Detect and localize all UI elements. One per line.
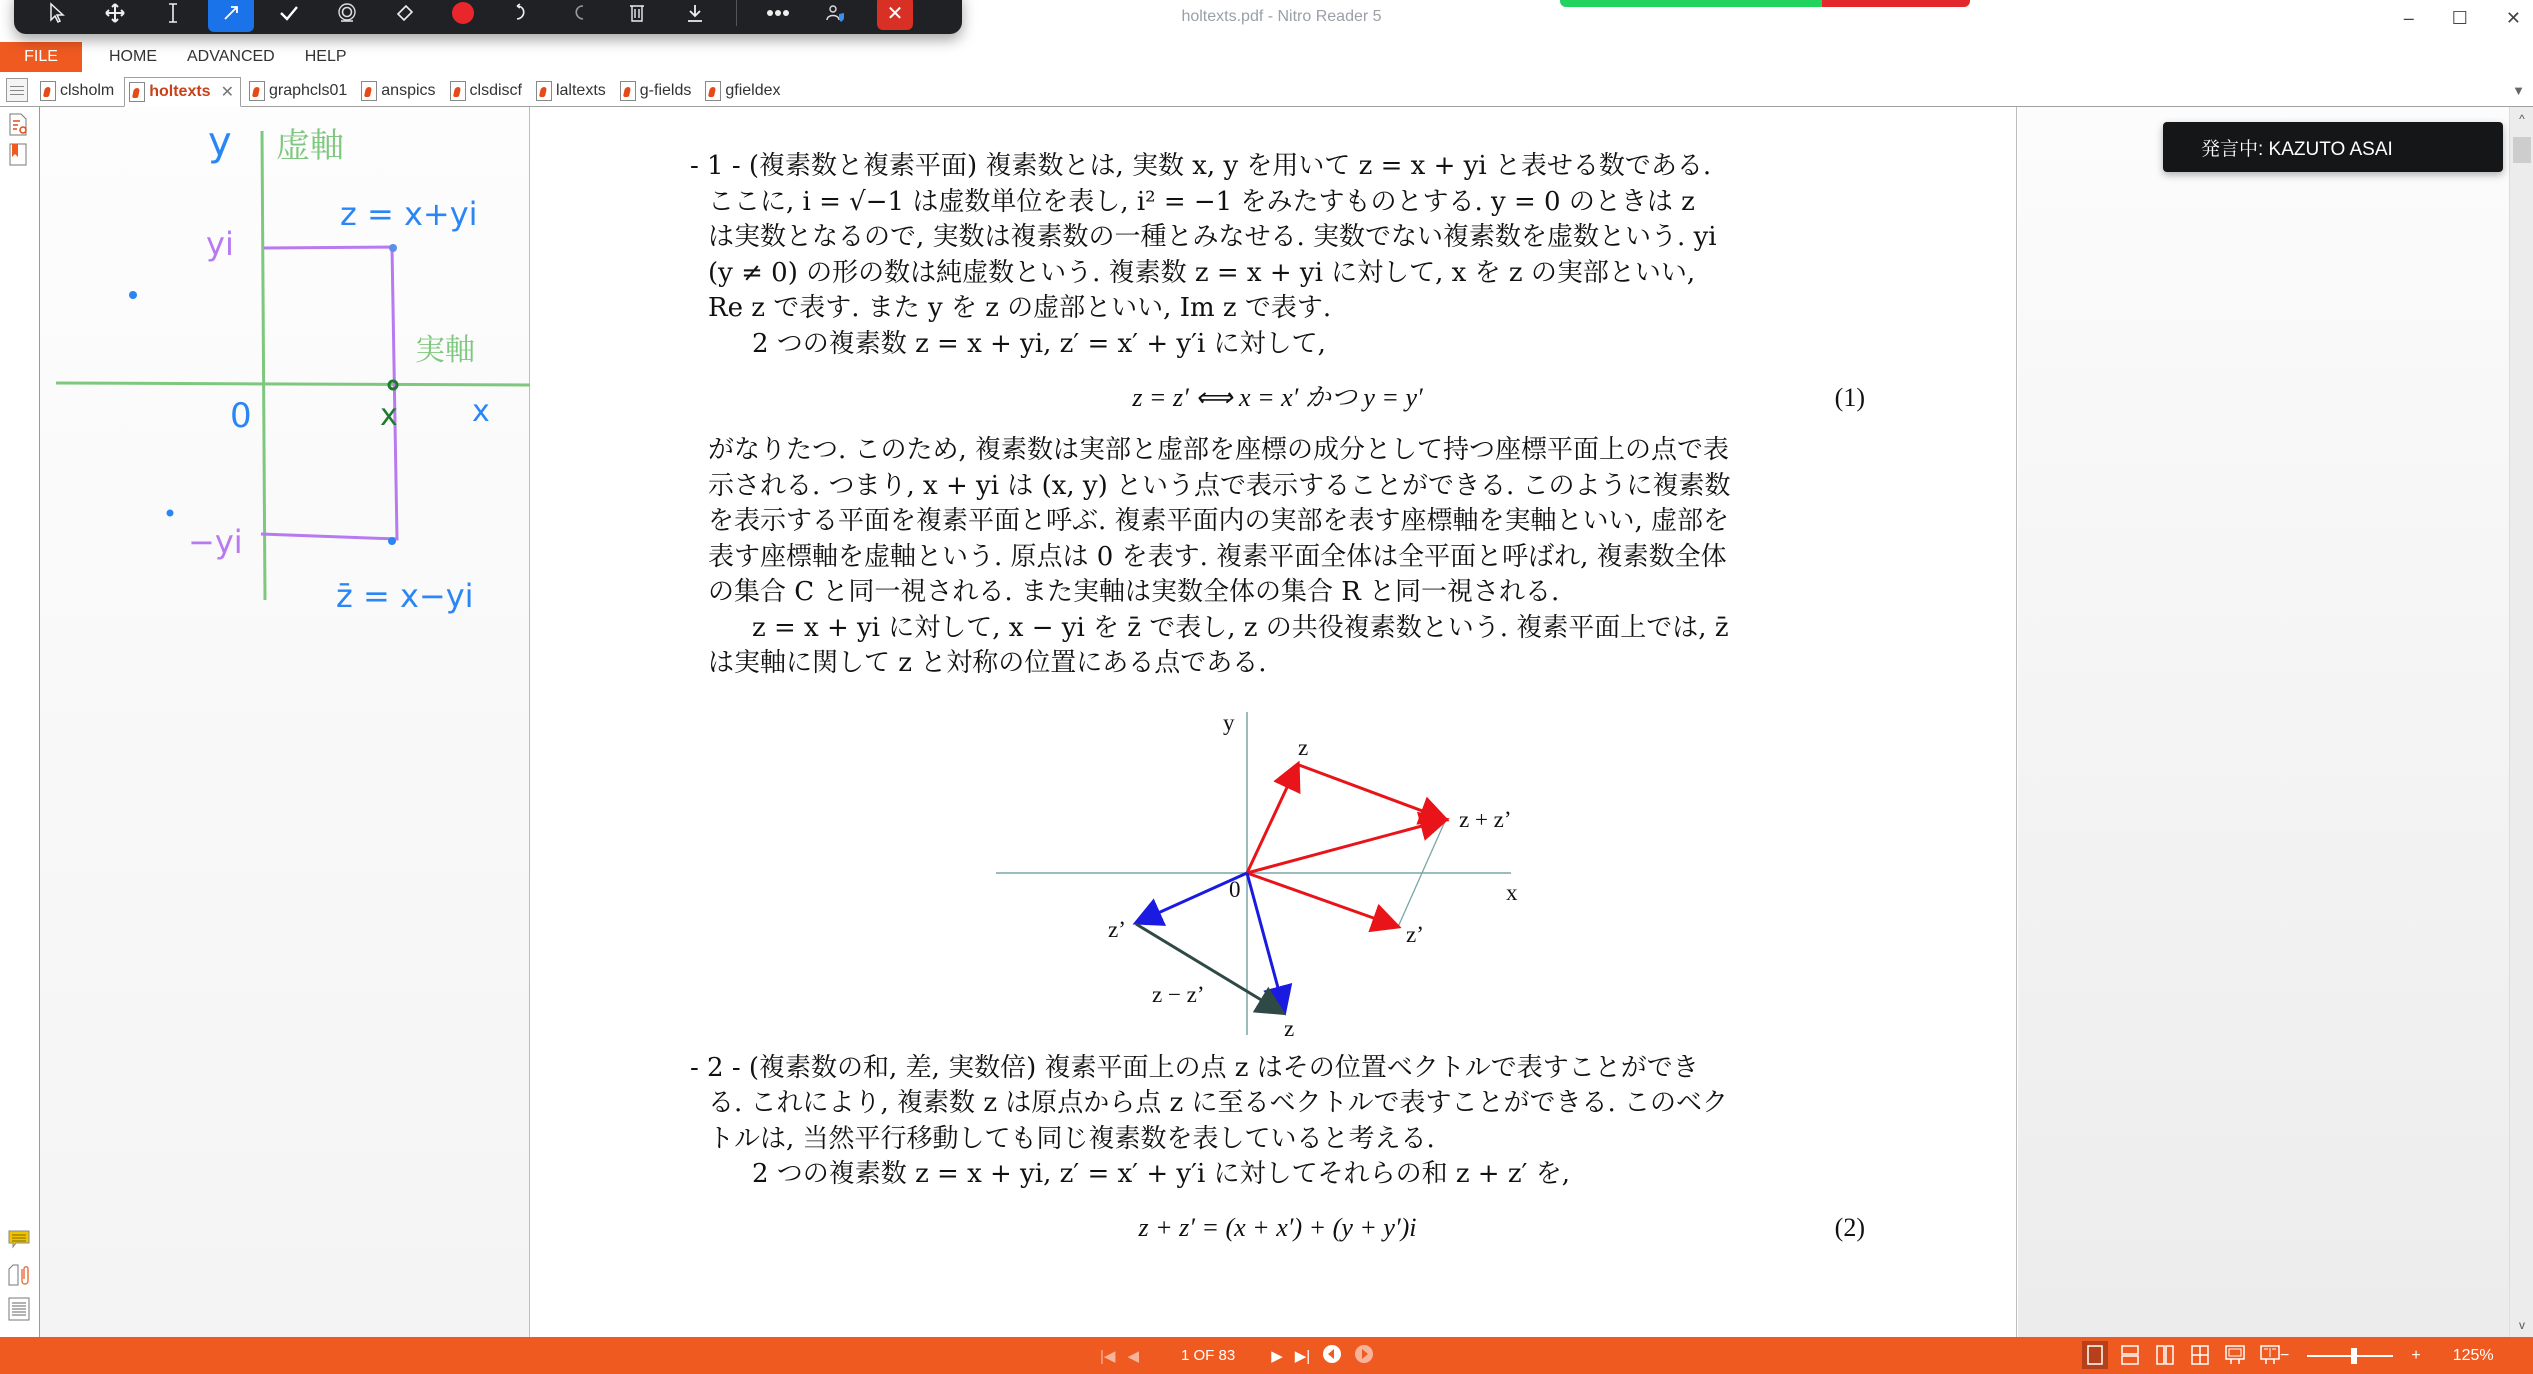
trash-icon[interactable]	[614, 0, 660, 32]
svg-text:z̄ = x−yi: z̄ = x−yi	[336, 577, 474, 615]
svg-text:x: x	[1505, 879, 1517, 905]
whiteboard-panel[interactable]	[40, 107, 530, 1337]
next-view-icon[interactable]	[1354, 1344, 1374, 1368]
equation-2: z + z′ = (x + x′) + (y + y′)i (2)	[690, 1193, 1865, 1264]
zoom-out-button[interactable]: −	[2280, 1346, 2290, 1364]
last-page-icon[interactable]: ▶|	[1294, 1347, 1311, 1365]
zoom-slider-knob[interactable]	[2351, 1348, 2357, 1364]
svg-text:0: 0	[230, 396, 252, 436]
first-page-icon[interactable]: |◀	[1100, 1347, 1116, 1365]
toolbar-divider	[736, 0, 737, 26]
menu-help[interactable]: HELP	[304, 48, 347, 65]
more-icon[interactable]	[755, 0, 801, 32]
scroll-down-icon[interactable]: v	[2519, 1318, 2525, 1332]
pdf-file-icon	[450, 81, 466, 101]
menu-advanced[interactable]: ADVANCED	[187, 48, 275, 65]
undo-icon[interactable]	[498, 0, 544, 32]
zoom-in-button[interactable]: +	[2411, 1346, 2421, 1364]
pdf-file-icon	[40, 81, 56, 101]
svg-text:x: x	[380, 398, 398, 433]
scroll-up-icon[interactable]: ^	[2519, 112, 2525, 126]
window-title: holtexts.pdf - Nitro Reader 5	[1181, 8, 1382, 25]
equation-number: (2)	[1834, 1213, 1865, 1243]
tab-laltexts[interactable]: laltexts	[532, 76, 612, 106]
handwritten-complex-plane-sketch	[40, 107, 530, 647]
tab-gfieldex[interactable]: gfieldex	[701, 76, 786, 106]
svg-text:0: 0	[1228, 876, 1240, 902]
pdf-file-icon	[129, 82, 145, 102]
single-page-view-icon[interactable]	[2082, 1341, 2108, 1369]
svg-text:−yi: −yi	[188, 523, 243, 561]
bookmark-icon[interactable]	[8, 143, 30, 165]
cursor-icon[interactable]	[34, 0, 80, 32]
facing-continuous-view-icon[interactable]	[2187, 1341, 2213, 1369]
attachments-icon[interactable]	[8, 1263, 30, 1285]
tab-holtexts[interactable]: holtexts ✕	[124, 77, 241, 107]
document-tabs	[0, 74, 2533, 107]
section-2-line: - 2 - (複素数の和, 差, 実数倍) 複素平面上の点 z はその位置ベクトルで表すことができ	[690, 1052, 1699, 1083]
close-window-button[interactable]: ✕	[2505, 8, 2521, 28]
check-icon[interactable]	[266, 0, 312, 32]
user-shield-icon[interactable]	[813, 0, 859, 32]
previous-view-icon[interactable]	[1322, 1344, 1342, 1368]
window-controls	[2404, 8, 2521, 29]
close-icon: ✕	[886, 2, 904, 25]
left-tool-strip	[0, 107, 40, 1337]
pdf-page[interactable]	[530, 107, 2017, 1337]
zoom-slider[interactable]	[2307, 1355, 2393, 1357]
svg-text:z + z’: z + z’	[1458, 806, 1512, 832]
equation-number: (1)	[1834, 382, 1865, 412]
svg-text:z’: z’	[1107, 916, 1126, 942]
pdf-file-icon	[249, 81, 265, 101]
menu-file[interactable]: FILE	[0, 42, 82, 72]
active-speaker-banner: 発言中: KAZUTO ASAI	[2163, 122, 2503, 172]
pdf-file-icon	[620, 81, 636, 101]
scroll-thumb[interactable]	[2513, 137, 2531, 163]
color-dot-icon	[452, 2, 474, 24]
tab-anspics[interactable]: anspics	[357, 76, 441, 106]
close-annotation-button[interactable]	[877, 0, 913, 30]
svg-text:z − z’: z − z’	[1151, 981, 1205, 1007]
svg-text:z’: z’	[1405, 921, 1424, 947]
tab-close-icon[interactable]: ✕	[220, 84, 234, 101]
maximize-button[interactable]: ☐	[2451, 8, 2468, 28]
svg-text:y: y	[1222, 709, 1234, 735]
document-search-icon[interactable]	[8, 113, 30, 135]
svg-text:x: x	[472, 394, 490, 429]
document-text: - 1 - (複素数と複素平面) 複素数とは, 実数 x, y を用いて z = x + yi と表せる数である. ここに, i = √−1 は虚数単位を表し, i² = −1 をみたすものとする. y = 0 のときは z は実数となるので, 実数は複素数の一種とみなせる. 実数でない複素数を虚数という. yi (y ≠ 0) の形の数は純虚数という. 複素数 z = x + yi に対して, x を z の実部といい, Re z で表す. また y を z の虚部といい, Im z で表す. 2 つの複素数 z = x + yi, z′ = x′ + y′i に対して, z = z′ ⟺ x = x′ かつ y = y′ (1) がなりたつ. このため, 複素数は実部と虚部を座標の成分として持つ座標平面上の点で表 示される. つまり, x + yi は (x, y) という点で表示することができる. このように複素数 を表示する平面を複素平面と呼ぶ. 複素平面内の実部を表す座標軸を実軸といい, 虚部を 表す座標軸を虚軸という. 原点は 0 を表す. 複素平面全体は全平面と呼ばれ, 複素数全体 の集合 C と同一視される. また実軸は実数全体の集合 R と同一視される. z = x + yi に対して, x − yi を z̄ で表し, z の共役複素数という. 複素平面上では, z̄ は実軸に関して z と対称の位置にある点である. y z z + z’ 0 x z’ z’ z − z’ z - 2 - (複素数の和, 差, 実数倍) 複素平面上の点 z はその位置ベクトルで表すことができ る. これにより, 複素数 z は原点から点 z に至るベクトルで表すことができる. このベク トルは, 当然平行移動しても同じ複素数を表していると考える. 2 つの複素数 z = x + yi, z′ = x′ + y′i に対してそれらの和 z + z′ を, z + z′ = (x + x′) + (y + y′)i (2)	[690, 149, 1865, 1264]
zoom-level[interactable]: 125%	[2452, 1346, 2494, 1364]
imaginary-axis-line	[262, 131, 265, 600]
spotlight-icon[interactable]	[324, 0, 370, 32]
recording-progress-bar	[1560, 0, 1970, 7]
real-axis-line	[56, 383, 530, 385]
facing-view-icon[interactable]	[2152, 1341, 2178, 1369]
svg-text:yi: yi	[206, 225, 234, 263]
tab-graphcls01[interactable]: graphcls01	[245, 76, 353, 106]
tab-list-icon[interactable]	[6, 78, 28, 102]
text-cursor-icon[interactable]	[150, 0, 196, 32]
pdf-file-icon	[705, 81, 721, 101]
zoom-control	[2280, 1337, 2494, 1374]
section-1-line: - 1 - (複素数と複素平面) 複素数とは, 実数 x, y を用いて z = x + yi と表せる数である.	[690, 151, 1712, 181]
download-icon[interactable]	[672, 0, 718, 32]
projection-lines	[261, 247, 397, 539]
ribbon-expand-icon[interactable]: ▼	[2512, 83, 2525, 98]
svg-text:虚軸: 虚軸	[276, 126, 344, 166]
annotation-toolbar	[14, 0, 962, 34]
minimize-button[interactable]: –	[2403, 8, 2414, 28]
next-page-icon[interactable]: ▶	[1271, 1347, 1283, 1365]
tab-clsdiscf[interactable]: clsdiscf	[446, 76, 528, 106]
viewer-background	[2018, 107, 2509, 1337]
tab-g-fields[interactable]: g-fields	[616, 76, 698, 106]
previous-page-icon[interactable]: ◀	[1127, 1347, 1139, 1365]
ribbon-menu	[0, 42, 2533, 72]
continuous-view-icon[interactable]	[2117, 1341, 2143, 1369]
page-indicator[interactable]: 1 OF 83	[1180, 1347, 1236, 1364]
redo-icon[interactable]	[556, 0, 602, 32]
eraser-icon[interactable]	[382, 0, 428, 32]
status-bar	[0, 1337, 2533, 1374]
view-mode-buttons	[2082, 1341, 2283, 1369]
move-icon[interactable]	[92, 0, 138, 32]
color-picker-red[interactable]	[440, 0, 486, 32]
svg-text:z: z	[1283, 1015, 1294, 1041]
page-navigation	[1100, 1337, 1374, 1374]
vector-addition-figure	[986, 700, 1546, 1045]
tab-clsholm[interactable]: clsholm	[36, 76, 120, 106]
pdf-file-icon	[536, 81, 552, 101]
svg-text:実軸: 実軸	[415, 333, 475, 368]
svg-text:z: z	[1297, 734, 1308, 760]
presentation-view-icon[interactable]	[2222, 1341, 2248, 1369]
vertical-scrollbar[interactable]	[2509, 107, 2533, 1337]
pages-list-icon[interactable]	[8, 1297, 30, 1319]
pdf-file-icon	[361, 81, 377, 101]
menu-home[interactable]: HOME	[109, 48, 157, 65]
svg-text:y: y	[208, 119, 232, 165]
svg-text:z = x+yi: z = x+yi	[340, 195, 478, 233]
equation-1: z = z′ ⟺ x = x′ かつ y = y′ (1)	[690, 362, 1865, 433]
pen-icon[interactable]	[208, 0, 254, 32]
comments-icon[interactable]	[8, 1229, 30, 1251]
